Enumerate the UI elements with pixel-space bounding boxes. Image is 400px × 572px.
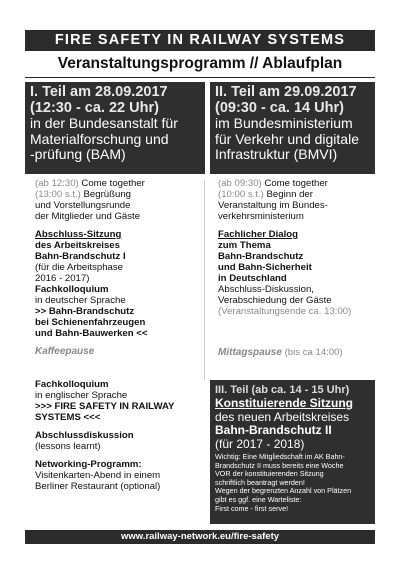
day1-schedule-line: (ab 12:30) Come together: [35, 178, 145, 189]
title-banner: FIRE SAFETY IN RAILWAY SYSTEMS: [25, 30, 375, 51]
day2-schedule-line: (10:00 s.t.) Beginn der: [218, 189, 313, 200]
day2-schedule-line: verkehrsministerium: [218, 211, 304, 222]
day1-date: I. Teil am 28.09.2017: [30, 84, 168, 100]
day2-date: II. Teil am 29.09.2017: [215, 84, 357, 100]
day3-note-line: schriftlich beantragt werden!: [215, 477, 305, 487]
day2-schedule-line: (ab 09:30) Come together: [218, 178, 328, 189]
day1-place-line: in der Bundesanstalt für: [30, 115, 178, 131]
day3-note-line: VOR der konstituierenden Sitzung: [215, 469, 324, 479]
day3-note-line: Brandschutz II muss bereits eine Woche: [215, 460, 344, 470]
day1-colloquium-line: >> Bahn-Brandschutz: [35, 306, 135, 317]
day2-dialog-line: in Deutschland: [218, 273, 287, 284]
day2-place-line: Infrastruktur (BMVI): [215, 146, 338, 162]
day3-box: [210, 380, 375, 524]
day2-time: (09:30 - ca. 14 Uhr): [215, 99, 344, 116]
day1-colloquium-line: in deutscher Sprache: [35, 295, 126, 306]
day1-colloquium-line: bei Schienenfahrzeugen: [35, 317, 146, 328]
day2-header: [210, 82, 375, 174]
day1-phase-line: (für die Arbeitsphase: [35, 262, 123, 273]
day3-line: des neuen Arbeitskreises: [215, 409, 350, 424]
day2-dialog-line: und Bahn-Sicherheit: [218, 262, 312, 273]
day3-note-line: Wegen der begrenzten Anzahl von Plätzen: [215, 486, 352, 496]
day1-phase-line: 2016 - 2017): [35, 273, 90, 284]
day2-closing-line: Abschluss-Diskussion,: [218, 284, 314, 295]
day1-discussion-line: Abschlussdiskussion: [35, 430, 134, 441]
day1-discussion-line: (lessons learnt): [35, 441, 101, 452]
column-divider: [204, 180, 205, 380]
day1-colloquium-line: Fachkolloquium: [35, 284, 109, 295]
page-subtitle: Veranstaltungsprogramm // Ablaufplan: [57, 55, 343, 72]
day1-header: [25, 82, 205, 174]
lunch-break: Mittagspause (bis ca 14:00): [218, 347, 343, 358]
day1-networking-line: Berliner Restaurant (optional): [35, 481, 161, 492]
day2-end-time: (Veranstaltungsende ca. 13:00): [218, 306, 352, 317]
day1-time: (12:30 - ca. 22 Uhr): [30, 99, 159, 116]
day2-column: [210, 82, 375, 358]
day1-place-line: -prüfung (BAM): [30, 146, 126, 162]
day2-dialog-title: Fachlicher Dialog: [218, 229, 298, 240]
day1-colloquium-line: und Bahn-Bauwerken <<: [35, 328, 148, 339]
day3-line: (für 2017 - 2018): [215, 436, 305, 451]
day1-english-line: in englischer Sprache: [35, 390, 128, 401]
day3-note-line: gibt es ggf. eine Warteliste:: [215, 494, 302, 504]
day3-title: Konstituierende Sitzung: [215, 396, 353, 410]
day1-schedule-line: (13:00 s.t.) Begrüßung: [35, 189, 131, 200]
day1-session-title: Abschluss-Sitzung: [35, 229, 122, 240]
day1-english-line: Fachkolloquium: [35, 379, 109, 390]
divider: [25, 77, 375, 78]
day2-place-line: für Verkehr und digitale: [215, 130, 359, 147]
day2-dialog-line: Bahn-Brandschutz: [218, 251, 304, 262]
day1-networking-line: Networking-Programm:: [35, 459, 142, 470]
footer-url[interactable]: www.railway-network.eu/fire-safety: [25, 530, 375, 544]
day1-schedule-line: der Mitglieder und Gäste: [35, 211, 141, 222]
day1-session-line: des Arbeitskreises: [35, 240, 120, 251]
day1-english-line: SYSTEMS <<<: [35, 412, 101, 423]
day2-closing-line: Verabschiedung der Gäste: [218, 295, 332, 306]
day2-place-line: im Bundesministerium: [215, 115, 353, 131]
day1-english-line: >>> FIRE SAFETY IN RAILWAY: [35, 401, 175, 412]
day3-note-line: First come - first serve!: [215, 503, 289, 513]
day3-header: III. Teil (ab ca. 14 - 15 Uhr): [215, 384, 350, 396]
day2-schedule-line: Veranstaltung im Bundes-: [218, 200, 328, 211]
day3-line: Bahn-Brandschutz II: [215, 423, 332, 437]
day2-dialog-line: zum Thema: [218, 240, 271, 251]
day1-place-line: Materialforschung und: [30, 130, 169, 147]
day1-column: [25, 82, 205, 492]
coffee-break: Kaffeepause: [35, 346, 95, 357]
day3-note-line: Wichtig: Eine Mitgliedschaft im AK Bahn-: [215, 452, 345, 461]
day1-networking-line: Visitenkarten-Abend in einem: [35, 470, 161, 481]
day1-schedule-line: und Vorstellungsrunde: [35, 200, 131, 211]
day1-session-line: Bahn-Brandschutz I: [35, 251, 126, 262]
